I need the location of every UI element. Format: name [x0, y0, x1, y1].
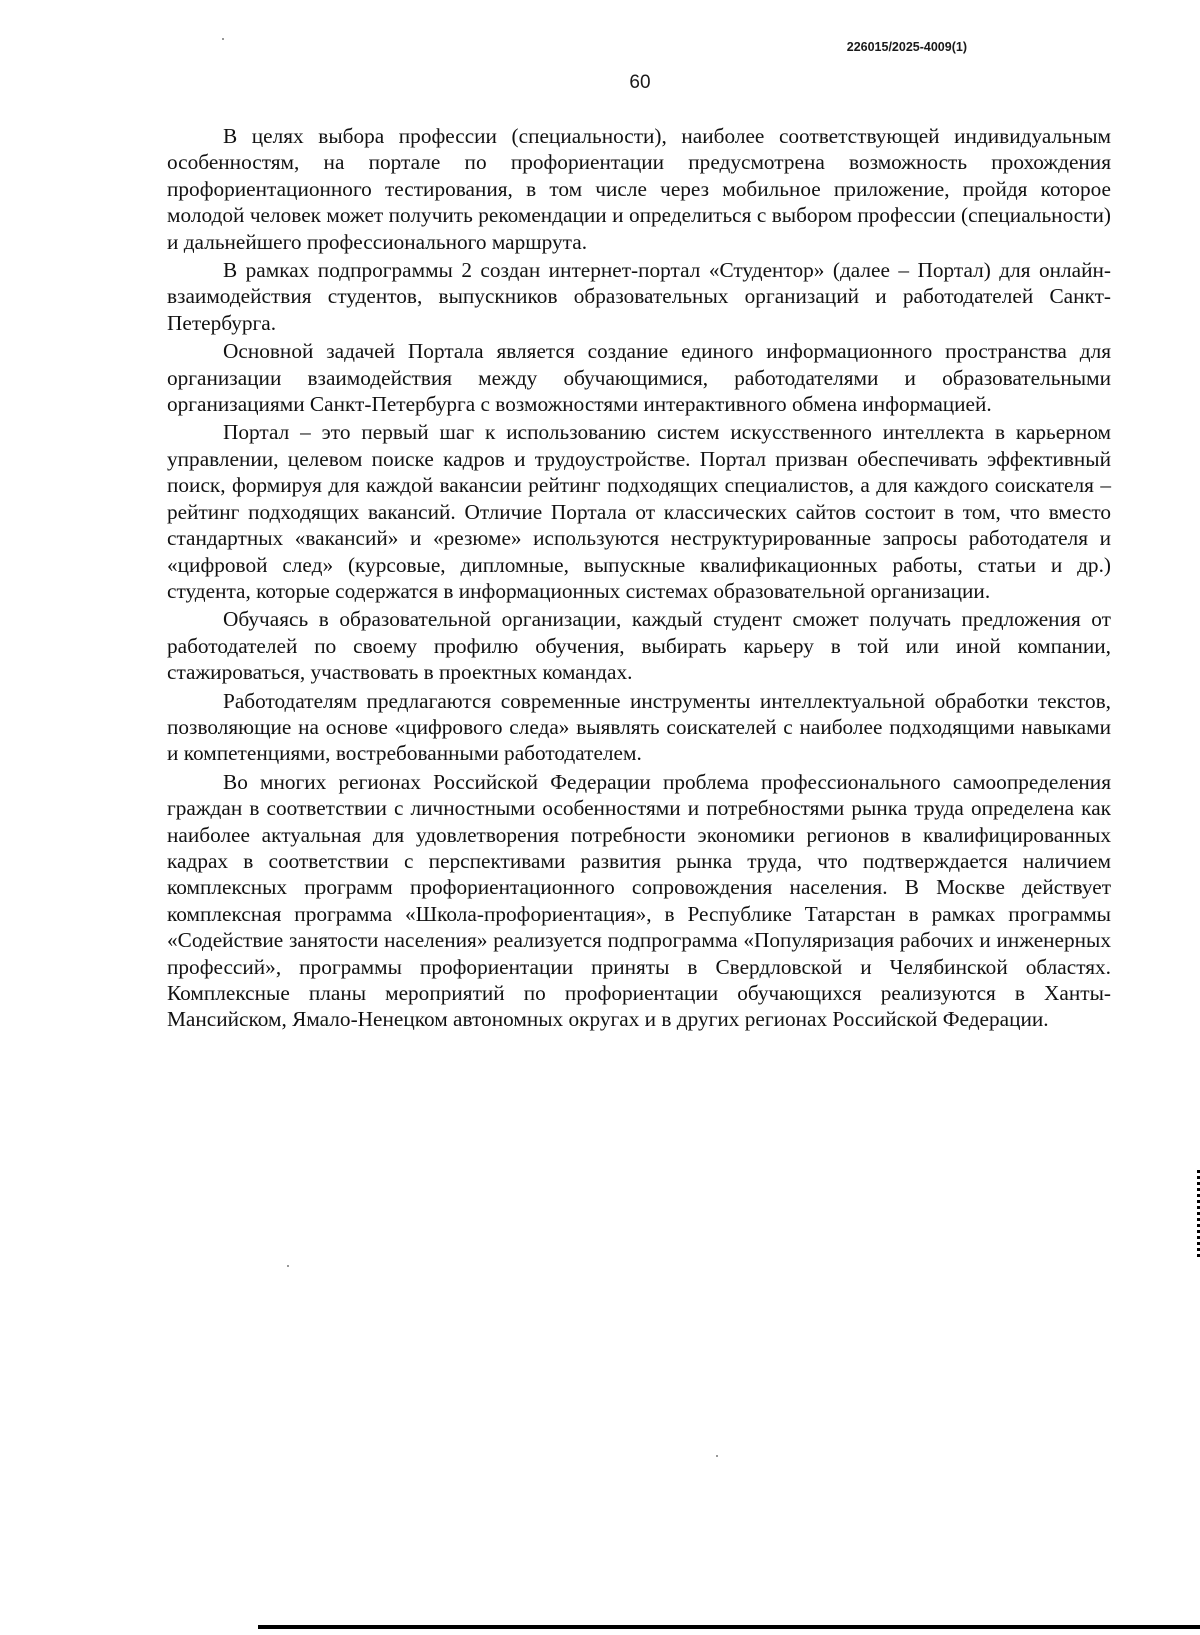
paragraph-student-offers: Обучаясь в образовательной организации, каждый студент сможет получать предложения от работодателей по своему профилю обучения, выбирать карьеру в той или иной компании, стажироваться, участвовать в проектных командах.: [167, 607, 1111, 685]
document-registration-number: 226015/2025-4009(1): [846, 40, 967, 54]
scan-speck: [222, 38, 224, 40]
paragraph-career-testing: В целях выбора профессии (специальности), наиболее соответствующей индивидуальным особенностям, на портале по профориентации предусмотрена возможность прохождения профориентационного тестирования, в том числе через мобильное приложение, пройдя которое молодой человек может получить рекомендации и определиться с выбором профессии (специальности) и дальнейшего профессионального маршрута.: [167, 124, 1111, 254]
page-number: 60: [629, 72, 651, 93]
scan-speck: [716, 1455, 718, 1457]
paragraph-portal-ai: Портал – это первый шаг к использованию систем искусственного интеллекта в карьерном управлении, целевом поиске кадров и трудоустройстве. Портал призван обеспечивать эффективный поиск, формируя для каждой вакансии рейтинг подходящих специалистов, а для каждого соискателя – рейтинг подходящих вакансий. Отличие Портала от классических сайтов состоит в том, что вместо стандартных «вакансий» и «резюме» используются неструктурированные запросы работодателя и «цифровой след» (курсовые, дипломные, выпускные квалификационных работы, статьи и др.) студента, которые содержатся в информационных системах образовательной организации.: [167, 420, 1111, 603]
paragraph-studentor-portal: В рамках подпрограммы 2 создан интернет-портал «Студентор» (далее – Портал) для онлайн-взаимодействия студентов, выпускников образовательных организаций и работодателей Санкт-Петербурга.: [167, 258, 1111, 335]
paragraph-portal-goal: Основной задачей Портала является создание единого информационного пространства для организации взаимодействия между обучающимися, работодателями и образовательными организациями Санкт-Петербурга с возможностями интерактивного обмена информацией.: [167, 339, 1111, 417]
paragraph-employer-tools: Работодателям предлагаются современные инструменты интеллектуальной обработки текстов, позволяющие на основе «цифрового следа» выявлять соискателей с наиболее подходящими навыками и компетенциями, востребованными работодателем.: [167, 688, 1111, 766]
page-bottom-edge-line: [258, 1625, 1200, 1629]
paragraph-regional-programs: Во многих регионах Российской Федерации проблема профессионального самоопределения граждан в соответствии с личностными особенностями и потребностями рынка труда определена как наиболее актуальная для удовлетворения потребности экономики регионов в квалифицированных кадрах в соответствии с перспективами развития рынка труда, что подтверждается наличием комплексных программ профориентационного сопровождения населения. В Москве действует комплексная программа «Школа-профориентация», в Республике Татарстан в рамках программы «Содействие занятости населения» реализуется подпрограмма «Популяризация рабочих и инженерных профессий», программы профориентации приняты в Свердловской и Челябинской областях. Комплексные планы мероприятий по профориентации обучающихся реализуются в Ханты-Мансийском, Ямало-Ненецком автономных округах и в других регионах Российской Федерации.: [167, 769, 1111, 1032]
scan-speck: [287, 1265, 289, 1267]
document-body: [167, 123, 1111, 1035]
